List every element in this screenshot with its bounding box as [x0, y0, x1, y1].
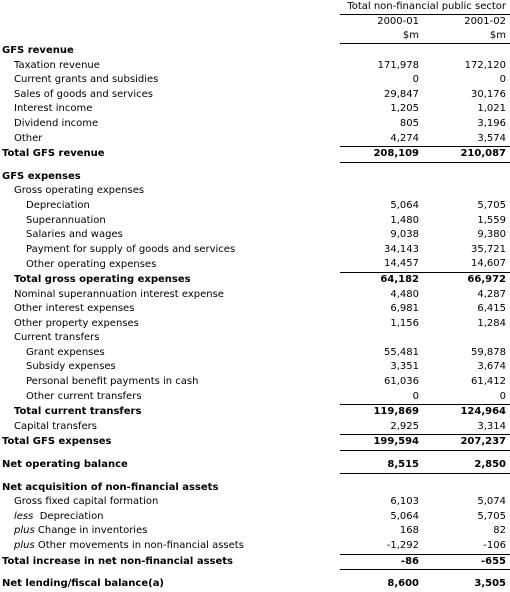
row-value-1: 34,143 [384, 243, 419, 255]
header-row-units [0, 29, 510, 44]
row-value-1: 5,064 [390, 510, 419, 522]
table-row [0, 539, 510, 554]
row-value-1: 171,978 [377, 59, 419, 71]
row-label-text: Other movements in non-financial assets [37, 540, 244, 552]
table-row [0, 524, 510, 539]
total-value-1: -86 [340, 554, 423, 570]
row-label: Gross fixed capital formation [14, 496, 159, 508]
total-value-1: 199,594 [340, 435, 423, 451]
subtotal-label: Total gross operating expenses [14, 273, 191, 285]
total-value-2: 210,087 [423, 147, 510, 163]
total-row [0, 147, 510, 163]
row-value-1: 1,205 [390, 103, 419, 115]
row-value-2: 1,559 [477, 214, 506, 226]
table-row [0, 214, 510, 229]
table-row [0, 390, 510, 405]
table-row [0, 88, 510, 103]
row-label: Personal benefit payments in cash [26, 376, 199, 388]
row-label: Depreciation [26, 199, 90, 211]
row-value-1: 4,274 [340, 132, 423, 147]
row-value-2: 1,021 [477, 103, 506, 115]
row-value-1: 5,064 [390, 199, 419, 211]
expenses-title: GFS expenses [2, 170, 81, 182]
row-value-2: 3,314 [423, 420, 510, 435]
row-value-1: 0 [412, 74, 419, 86]
row-label: Other [14, 132, 43, 144]
net-operating-value-1: 8,515 [340, 458, 423, 473]
row-value-2: 5,705 [477, 199, 506, 211]
row-value-1: -1,292 [340, 539, 423, 554]
row-label: Interest income [14, 103, 93, 115]
current-transfers-label: Current transfers [14, 332, 100, 344]
column-group-label: Total non-financial public sector [340, 0, 510, 15]
total-value-1: 208,109 [340, 147, 423, 163]
table-row [0, 257, 510, 272]
row-value-1: 55,481 [384, 346, 419, 358]
subtotal-value-2: 124,964 [460, 406, 506, 418]
row-value-2: -106 [423, 539, 510, 554]
total-label: Total GFS revenue [2, 148, 105, 160]
row-prefix: plus [14, 540, 35, 552]
row-label: Grant expenses [26, 346, 105, 358]
row-value-2: 5,074 [477, 496, 506, 508]
net-operating-row [0, 458, 510, 473]
net-lending-value-2: 3,505 [474, 578, 506, 590]
row-label: Other operating expenses [26, 258, 157, 270]
row-label: Sales of goods and services [14, 88, 153, 100]
total-row [0, 435, 510, 451]
table-row [0, 420, 510, 435]
row-value-1: 6,103 [390, 496, 419, 508]
table-row [0, 302, 510, 317]
table-row [0, 243, 510, 258]
subtotal-value-1: 64,182 [380, 273, 419, 285]
row-value-1: 9,038 [390, 229, 419, 241]
row-label: Nominal superannuation interest expense [14, 288, 224, 300]
row-value-2: 82 [493, 525, 506, 537]
section-heading [0, 170, 510, 185]
subtotal-row [0, 272, 510, 287]
row-value-2: 61,412 [471, 376, 506, 388]
row-value-2: 3,196 [477, 117, 506, 129]
net-lending-row [0, 577, 510, 592]
row-label: Subsidy expenses [26, 361, 116, 373]
row-value-2: 0 [423, 390, 510, 405]
row-label: Dividend income [14, 117, 99, 129]
row-prefix: plus [14, 525, 35, 537]
row-label: Capital transfers [14, 421, 97, 433]
table-row [0, 510, 510, 525]
table-row [0, 73, 510, 88]
row-label: Other interest expenses [14, 303, 135, 315]
row-value-1: 4,480 [390, 288, 419, 300]
row-prefix: less [14, 510, 34, 522]
table-row [0, 346, 510, 361]
row-label: Salaries and wages [26, 229, 123, 241]
row-value-2: 14,607 [423, 257, 510, 272]
row-value-2: 9,380 [477, 229, 506, 241]
row-value-1: 0 [340, 390, 423, 405]
row-value-1: 6,981 [390, 303, 419, 315]
subsection-heading [0, 331, 510, 346]
row-label-text: Change in inventories [37, 525, 148, 537]
row-label: Taxation revenue [14, 59, 100, 71]
net-lending-label: Net lending/fiscal balance(a) [2, 578, 165, 590]
column-year-1: 2000-01 [377, 16, 419, 27]
row-value-1: 1,156 [390, 317, 419, 329]
row-value-2: 30,176 [471, 88, 506, 100]
section-heading [0, 481, 510, 496]
row-label: Payment for supply of goods and services [26, 243, 236, 255]
row-value-2: 3,574 [423, 132, 510, 147]
row-value-2: 4,287 [477, 288, 506, 300]
total-row [0, 554, 510, 570]
row-value-1: 3,351 [390, 361, 419, 373]
table-row [0, 228, 510, 243]
column-year-2: 2001-02 [464, 16, 506, 27]
total-label: Total increase in net non-financial assets [2, 555, 233, 567]
row-value-2: 3,674 [477, 361, 506, 373]
nonfin-title: Net acquisition of non-financial assets [2, 481, 219, 493]
row-label: Other property expenses [14, 317, 139, 329]
row-value-2: 5,705 [477, 510, 506, 522]
header-row-years [0, 15, 510, 30]
row-label: Current grants and subsidies [14, 74, 159, 86]
row-label-text: Depreciation [39, 510, 104, 522]
row-value-1: 1,480 [390, 214, 419, 226]
subtotal-value-2: 66,972 [467, 273, 506, 285]
gross-operating-label: Gross operating expenses [14, 185, 145, 197]
row-label: Superannuation [26, 214, 106, 226]
table-row [0, 102, 510, 117]
table-row [0, 59, 510, 74]
subtotal-row [0, 405, 510, 420]
table-row [0, 288, 510, 303]
row-value-1: 805 [399, 117, 419, 129]
row-value-2: 6,415 [477, 303, 506, 315]
subtotal-label: Total current transfers [14, 406, 142, 417]
row-value-2: 59,878 [471, 346, 506, 358]
row-value-2: 172,120 [464, 59, 506, 71]
row-value-1: 2,925 [340, 420, 423, 435]
subtotal-value-1: 119,869 [373, 406, 419, 418]
net-operating-value-2: 2,850 [423, 458, 510, 473]
net-lending-value-1: 8,600 [387, 578, 419, 590]
column-unit-1: $m [340, 29, 423, 44]
header-row-group [0, 0, 510, 15]
subsection-heading [0, 184, 510, 199]
table-row [0, 317, 510, 332]
table-row [0, 199, 510, 214]
column-unit-2: $m [423, 29, 510, 44]
table-row [0, 360, 510, 375]
row-value-1: 168 [399, 525, 419, 537]
row-label [0, 539, 340, 554]
total-value-2: -655 [423, 554, 510, 570]
revenue-title: GFS revenue [2, 44, 74, 56]
row-value-2: 1,284 [477, 317, 506, 329]
row-label [0, 510, 340, 525]
row-value-1: 29,847 [384, 88, 419, 100]
table-row [0, 375, 510, 390]
row-value-1: 14,457 [340, 257, 423, 272]
table-row [0, 132, 510, 147]
row-value-2: 35,721 [471, 243, 506, 255]
table-row [0, 117, 510, 132]
net-operating-label: Net operating balance [2, 459, 128, 471]
row-label [0, 524, 340, 539]
row-value-2: 0 [499, 74, 506, 86]
row-label: Other current transfers [26, 390, 142, 402]
total-label: Total GFS expenses [2, 436, 112, 448]
total-value-2: 207,237 [423, 435, 510, 451]
section-heading [0, 44, 510, 59]
table-row [0, 495, 510, 510]
row-value-1: 61,036 [384, 376, 419, 388]
